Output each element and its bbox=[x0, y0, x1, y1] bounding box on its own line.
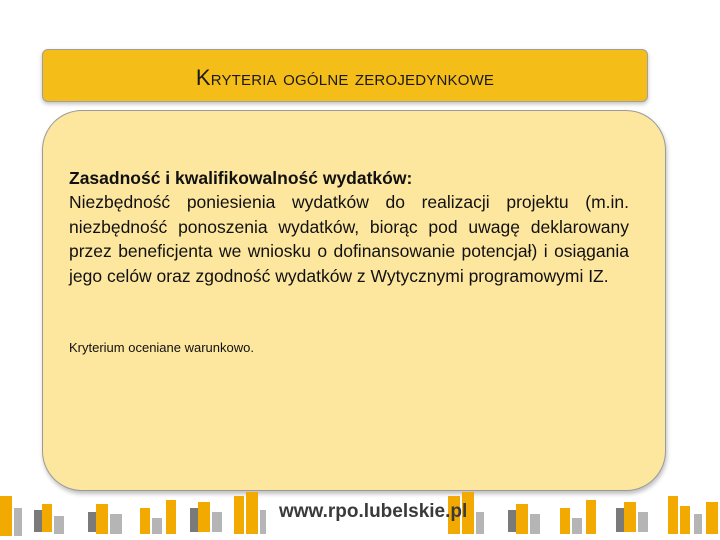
logo-mark-left-6 bbox=[234, 492, 266, 534]
slide-title: Kryteria ogólne zerojedynkowe bbox=[195, 64, 495, 90]
criterion-note: Kryterium oceniane warunkowo. bbox=[69, 340, 254, 355]
logo-mark-right-4 bbox=[616, 502, 648, 532]
footer bbox=[0, 488, 720, 540]
content-text-block bbox=[69, 166, 629, 355]
content-box bbox=[42, 110, 666, 491]
logo-mark-right-3 bbox=[560, 500, 596, 534]
logo-mark-right-2 bbox=[508, 504, 540, 534]
criterion-heading: Zasadność i kwalifikowalność wydatków: bbox=[69, 168, 413, 188]
logo-mark-left-2 bbox=[34, 504, 64, 534]
website-link[interactable]: www.rpo.lubelskie.pl bbox=[279, 501, 468, 522]
logo-mark-left-5 bbox=[190, 502, 222, 532]
criterion-description: Niezbędność poniesienia wydatków do realizacji projektu (m.in. niezbędność ponoszenia wydatków, biorąc pod uwagę deklarowany przez beneficjenta we wniosku o dofinansowanie potencjał) i osiągania jego celów oraz zgodność wydatków z Wytycznymi programowymi IZ. bbox=[69, 192, 629, 286]
logo-mark-left-3 bbox=[88, 504, 122, 534]
logo-mark-right-5 bbox=[668, 496, 718, 534]
title-bar bbox=[42, 49, 648, 102]
logo-mark-left-4 bbox=[140, 500, 176, 534]
logo-mark-left-1 bbox=[0, 496, 22, 536]
